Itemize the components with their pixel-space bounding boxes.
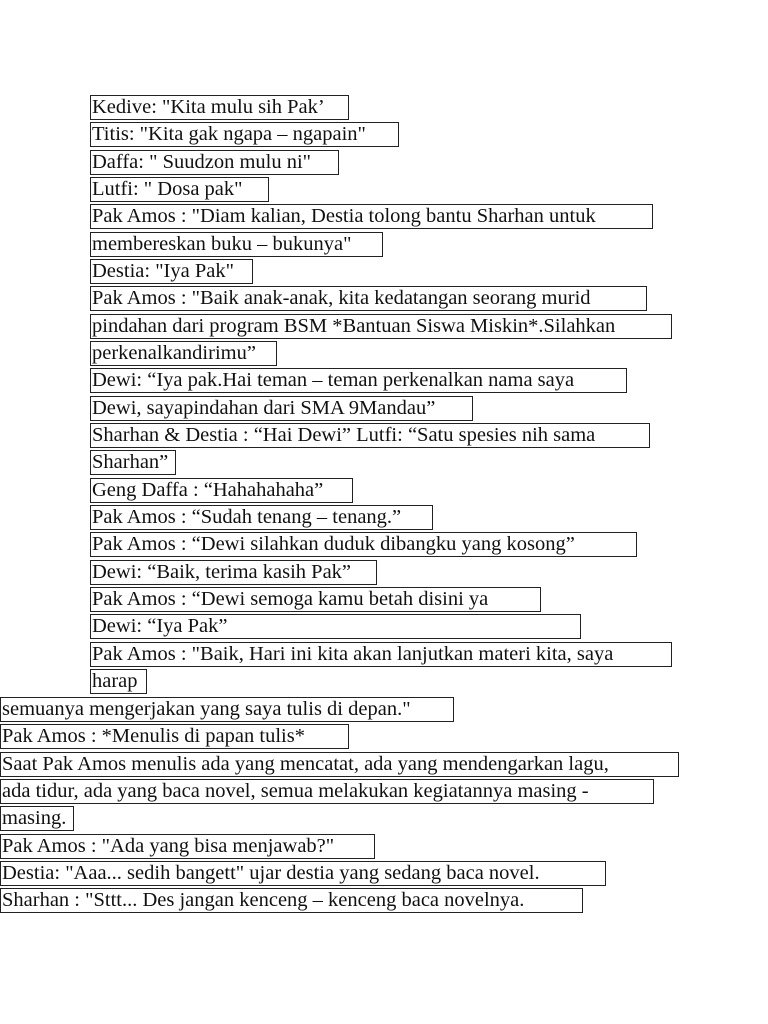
text-line: masing. (0, 806, 74, 831)
text-line: semuanya mengerjakan yang saya tulis di depan." (0, 697, 454, 722)
text-line: membereskan buku – bukunya" (90, 232, 383, 257)
text-line: pindahan dari program BSM *Bantuan Siswa Miskin*.Silahkan (90, 314, 672, 339)
text-line: Destia: "Iya Pak" (90, 259, 253, 284)
text-line: Lutfi: " Dosa pak" (90, 177, 269, 202)
text-line: Pak Amos : "Baik anak-anak, kita kedatangan seorang murid (90, 286, 647, 311)
text-line: Titis: "Kita gak ngapa – ngapain" (90, 122, 399, 147)
text-line: Geng Daffa : “Hahahahaha” (90, 478, 353, 503)
text-line: Pak Amos : “Sudah tenang – tenang.” (90, 505, 433, 530)
text-line: Pak Amos : “Dewi silahkan duduk dibangku yang kosong” (90, 532, 637, 557)
text-line: Dewi: “Iya Pak” (90, 614, 581, 639)
text-line: harap (90, 669, 147, 694)
text-line: Sharhan & Destia : “Hai Dewi” Lutfi: “Satu spesies nih sama (90, 423, 650, 448)
text-line: Sharhan : "Sttt... Des jangan kenceng – kenceng baca novelnya. (0, 888, 583, 913)
text-line: ada tidur, ada yang baca novel, semua melakukan kegiatannya masing - (0, 779, 654, 804)
text-line: Saat Pak Amos menulis ada yang mencatat, ada yang mendengarkan lagu, (0, 752, 679, 777)
text-line: Pak Amos : *Menulis di papan tulis* (0, 724, 349, 749)
text-line: Dewi: “Baik, terima kasih Pak” (90, 560, 377, 585)
text-line: Daffa: " Suudzon mulu ni" (90, 150, 339, 175)
text-line: Pak Amos : “Dewi semoga kamu betah disini ya (90, 587, 541, 612)
text-line: Dewi, sayapindahan dari SMA 9Mandau” (90, 396, 473, 421)
text-line: Dewi: “Iya pak.Hai teman – teman perkenalkan nama saya (90, 368, 627, 393)
text-line: perkenalkandirimu” (90, 341, 277, 366)
text-line: Kedive: "Kita mulu sih Pak’ (90, 95, 349, 120)
text-line: Destia: "Aaa... sedih bangett" ujar destia yang sedang baca novel. (0, 861, 606, 886)
text-line: Pak Amos : "Ada yang bisa menjawab?" (0, 834, 375, 859)
text-line: Sharhan” (90, 450, 176, 475)
text-line: Pak Amos : "Baik, Hari ini kita akan lanjutkan materi kita, saya (90, 642, 672, 667)
text-line: Pak Amos : "Diam kalian, Destia tolong bantu Sharhan untuk (90, 204, 653, 229)
